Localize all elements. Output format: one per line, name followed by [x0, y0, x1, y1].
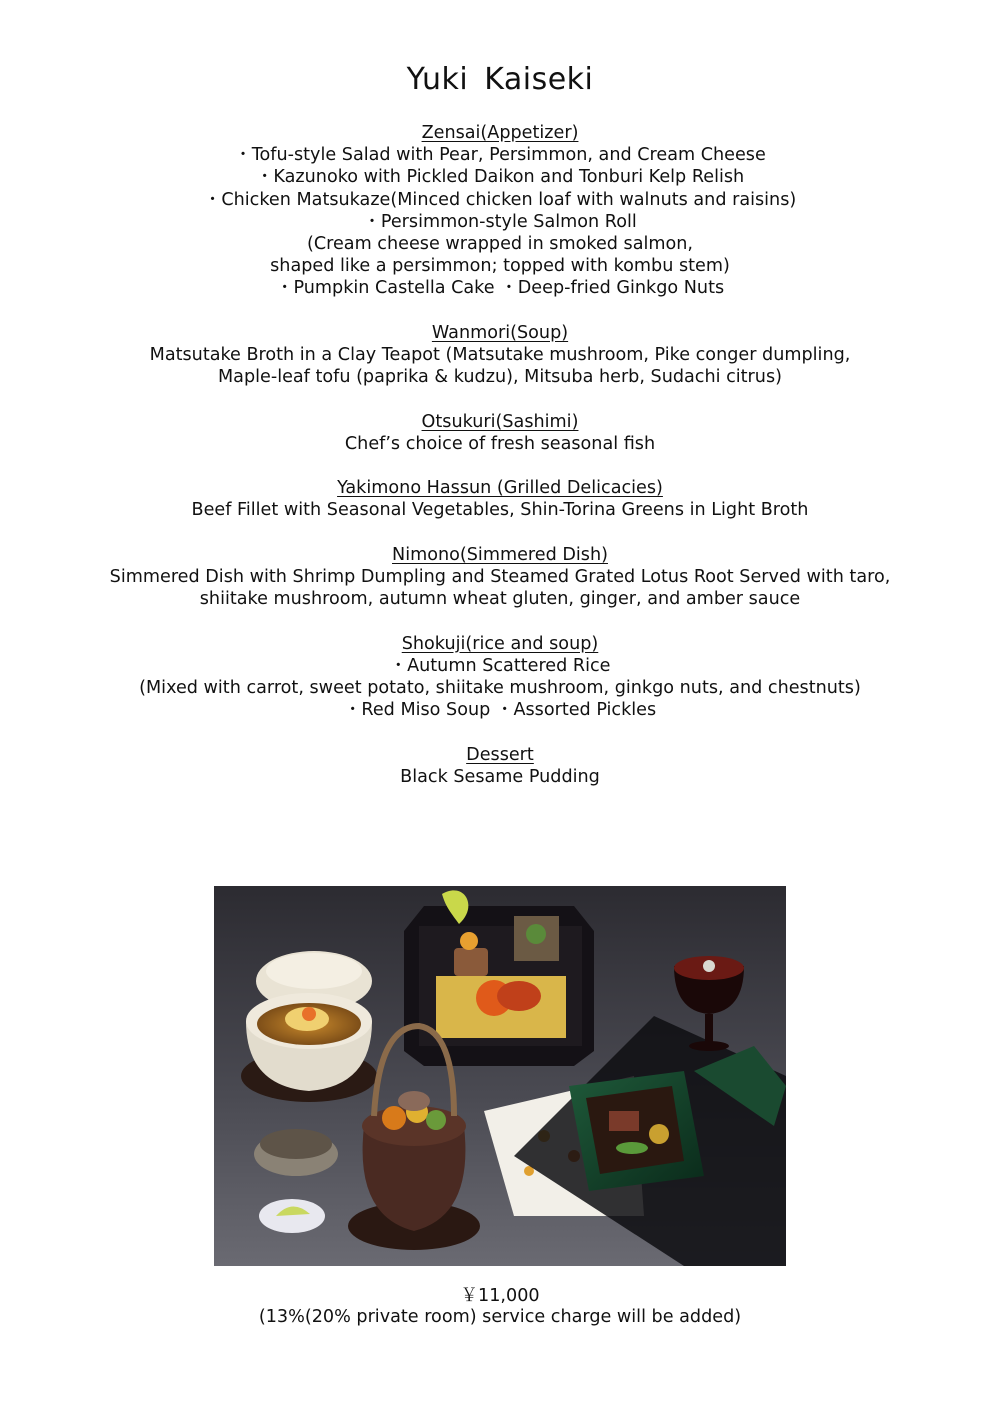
- menu-item: ・Tofu-style Salad with Pear, Persimmon, and Cream Cheese: [234, 145, 766, 166]
- menu-item: (Cream cheese wrapped in smoked salmon,: [306, 234, 694, 255]
- kaiseki-food-photo: [214, 886, 786, 1266]
- section-heading: Nimono(Simmered Dish): [392, 544, 608, 565]
- menu-item: shiitake mushroom, autumn wheat gluten, ginger, and amber sauce: [199, 589, 801, 610]
- menu-item: Chef’s choice of fresh seasonal fish: [344, 433, 656, 454]
- section-heading: Zensai(Appetizer): [421, 123, 579, 143]
- menu-item: Black Sesame Pudding: [400, 766, 600, 787]
- section-heading: Wanmori(Soup): [431, 322, 569, 343]
- section-heading: Shokuji(rice and soup): [401, 633, 599, 654]
- price: ￥11,000: [460, 1286, 540, 1306]
- section-heading: Dessert: [466, 744, 534, 765]
- price-block: [0, 1286, 1000, 1328]
- menu-item: ・Autumn Scattered Rice: [389, 655, 611, 676]
- service-charge-note: (13%(20% private room) service charge will be added): [258, 1307, 742, 1327]
- section-dessert: [0, 744, 1000, 788]
- section-otsukuri: [0, 411, 1000, 455]
- section-yakimono: [0, 477, 1000, 521]
- section-heading: Yakimono Hassun (Grilled Delicacies): [337, 478, 663, 499]
- section-heading: Otsukuri(Sashimi): [421, 411, 579, 432]
- menu-item: Maple-leaf tofu (paprika & kudzu), Mitsuba herb, Sudachi citrus): [218, 367, 782, 388]
- menu-item: shaped like a persimmon; topped with kombu stem): [270, 256, 730, 277]
- menu-item: ・Chicken Matsukaze(Minced chicken loaf with walnuts and raisins): [203, 189, 797, 210]
- menu-item: ・Pumpkin Castella Cake ・Deep-fried Ginkgo Nuts: [275, 278, 725, 299]
- menu-item: ・Red Miso Soup ・Assorted Pickles: [343, 700, 657, 721]
- section-wanmori: [0, 322, 1000, 389]
- page-title: Yuki Kaiseki: [406, 62, 594, 97]
- menu-item: ・Persimmon-style Salmon Roll: [363, 211, 637, 232]
- menu-item: Beef Fillet with Seasonal Vegetables, Shin-Torina Greens in Light Broth: [191, 500, 809, 521]
- course-menu: [0, 122, 1000, 810]
- section-nimono: [0, 544, 1000, 611]
- menu-item: ・Kazunoko with Pickled Daikon and Tonburi Kelp Relish: [255, 167, 745, 188]
- menu-item: Simmered Dish with Shrimp Dumpling and Steamed Grated Lotus Root Served with taro,: [109, 567, 891, 587]
- section-shokuji: [0, 633, 1000, 722]
- menu-item: (Mixed with carrot, sweet potato, shiitake mushroom, ginkgo nuts, and chestnuts): [139, 678, 861, 698]
- section-zensai: [0, 122, 1000, 300]
- menu-item: Matsutake Broth in a Clay Teapot (Matsutake mushroom, Pike conger dumpling,: [149, 345, 851, 366]
